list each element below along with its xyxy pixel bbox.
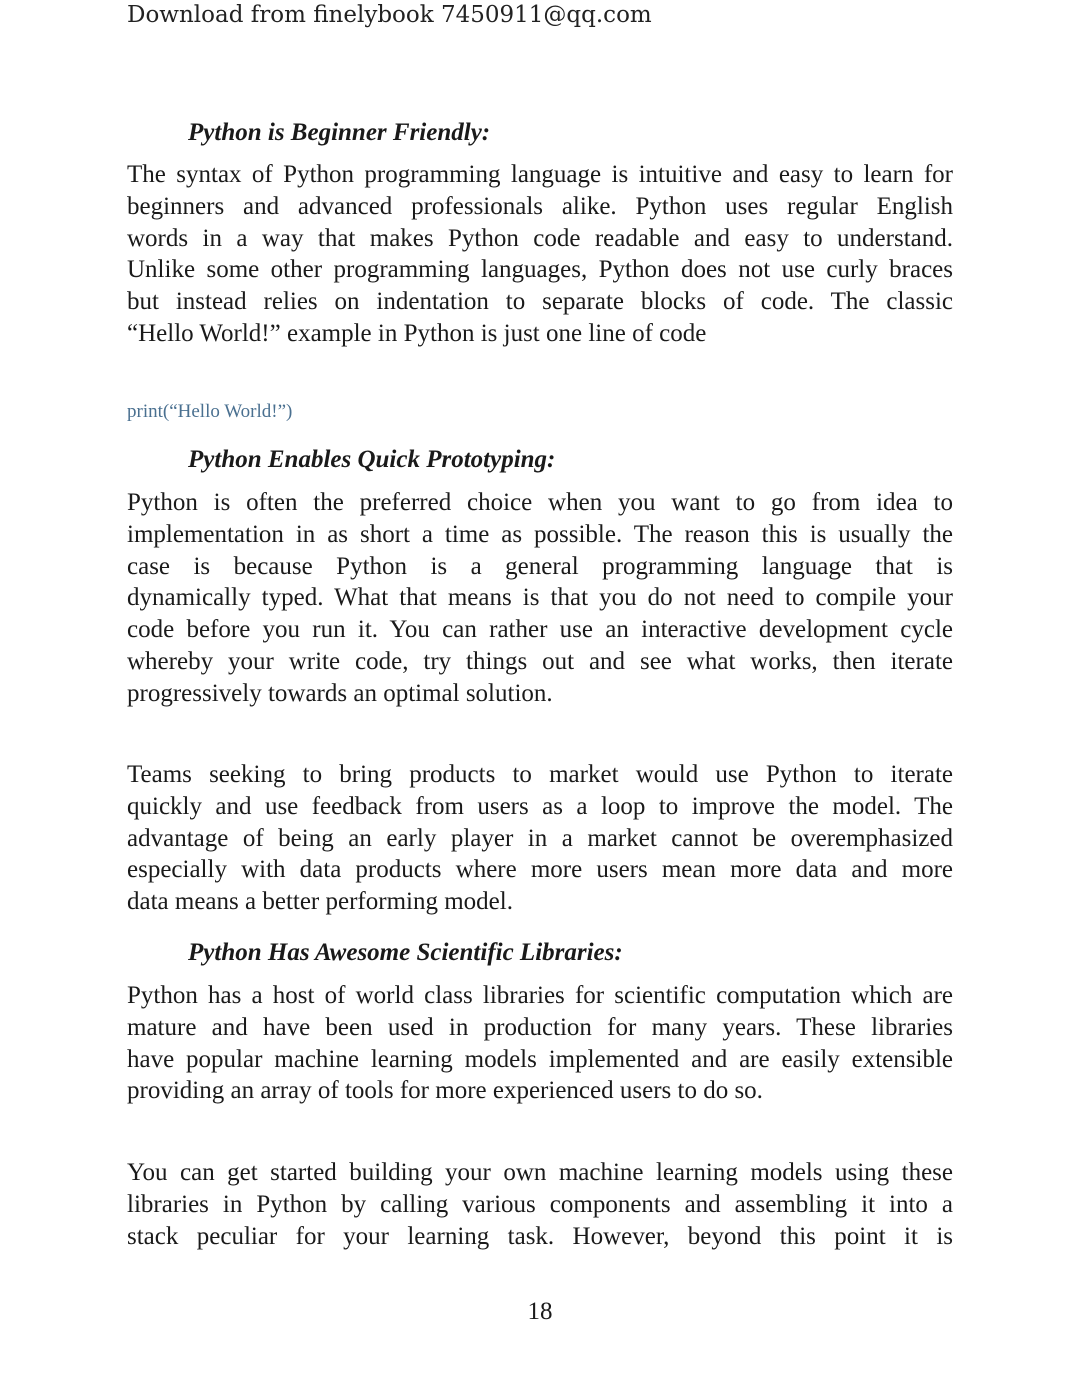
- text-line: progressively towards an optimal solution.: [127, 679, 553, 707]
- code-snippet: print(“Hello World!”): [127, 401, 293, 422]
- text-line: Teams seeking to bring products to market would use Python to iterate: [127, 761, 953, 788]
- text-line: You can get started building your own machine learning models using these: [127, 1159, 953, 1186]
- text-line: but instead relies on indentation to separate blocks of code. The classic: [127, 288, 953, 316]
- text-line: implementation in as short a time as possible. The reason this is usually the: [127, 520, 953, 548]
- section-heading: Python Enables Quick Prototyping:: [188, 446, 556, 473]
- text-line: words in a way that makes Python code readable and easy to understand.: [127, 224, 953, 252]
- paragraph: [127, 759, 953, 918]
- text-line: advantage of being an early player in a market cannot be overemphasized: [127, 824, 953, 852]
- text-line: The syntax of Python programming language is intuitive and easy to learn for: [127, 161, 953, 188]
- text-line: especially with data products where more users mean more data and more: [127, 856, 953, 884]
- text-line: whereby your write code, try things out and see what works, then iterate: [127, 647, 953, 675]
- paragraph: [127, 487, 953, 710]
- text-line: mature and have been used in production for many years. These libraries: [127, 1013, 953, 1041]
- text-line: Python has a host of world class libraries for scientific computation which are: [127, 982, 953, 1009]
- section-heading: Python is Beginner Friendly:: [188, 119, 491, 146]
- paragraph: [127, 1157, 953, 1252]
- paragraph: [127, 980, 953, 1107]
- section-heading: Python Has Awesome Scientific Libraries:: [188, 939, 623, 966]
- text-line: Unlike some other programming languages, Python does not use curly braces: [127, 256, 953, 284]
- text-line: quickly and use feedback from users as a loop to improve the model. The: [127, 792, 953, 820]
- text-line: data means a better performing model.: [127, 888, 513, 916]
- text-line: case is because Python is a general programming language that is: [127, 552, 953, 580]
- text-line: beginners and advanced professionals alike. Python uses regular English: [127, 192, 953, 220]
- text-line: providing an array of tools for more experienced users to do so.: [127, 1077, 763, 1105]
- text-line: code before you run it. You can rather use an interactive development cycle: [127, 616, 953, 644]
- text-line: stack peculiar for your learning task. However, beyond this point it is: [127, 1222, 953, 1250]
- text-line: dynamically typed. What that means is that you do not need to compile your: [127, 584, 953, 612]
- text-line: have popular machine learning models implemented and are easily extensible: [127, 1045, 953, 1073]
- text-line: libraries in Python by calling various components and assembling it into a: [127, 1190, 953, 1218]
- text-line: “Hello World!” example in Python is just one line of code: [127, 319, 707, 347]
- page-number: 18: [527, 1298, 553, 1325]
- page-header: Download from finelybook 7450911@qq.com: [127, 2, 652, 28]
- paragraph: [127, 159, 953, 350]
- text-line: Python is often the preferred choice when you want to go from idea to: [127, 489, 953, 516]
